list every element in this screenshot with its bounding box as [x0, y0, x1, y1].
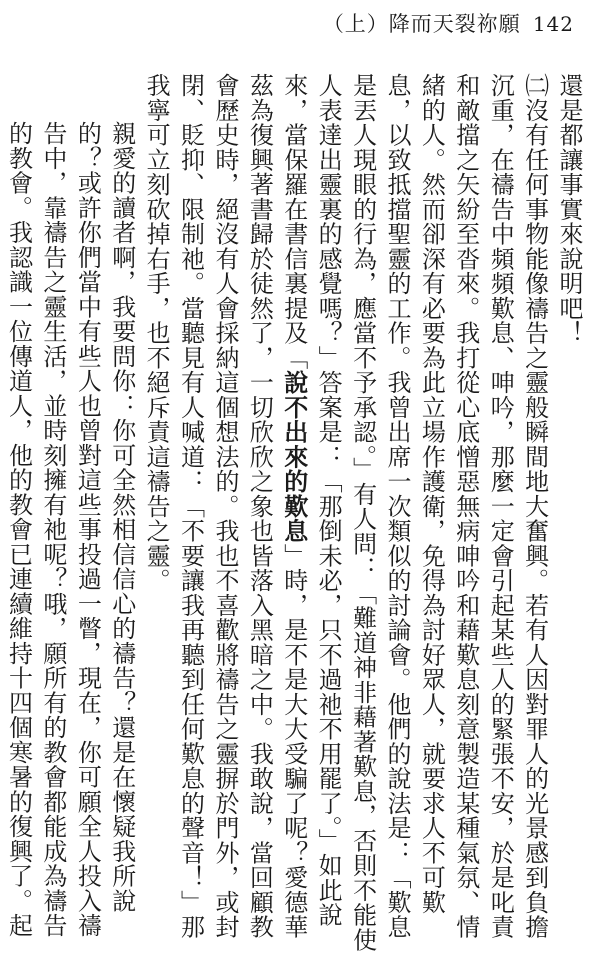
paragraph-3: [0, 73, 139, 959]
page-body: [4, 73, 586, 959]
page-number: 142: [532, 12, 574, 36]
paragraph-2: [139, 73, 552, 959]
paragraph-1: [552, 73, 586, 959]
paragraph-3-text: 親愛的讀者啊，我要問你：你可全然相信信心的禱告？還是在懷疑我所說的？或許你們當中有些人也曾對這些事投過一瞥，現在，你可願全人投入禱告中，靠禱告之靈生活，並時刻擁有祂呢？哦，願所有的教會都能成為禱告的教會。我認識一位傳道人，他的教會已連續維持十四個寒暑的復興了。起: [4, 121, 136, 938]
running-title: （上）降而天裂祢願: [322, 12, 521, 36]
paragraph-1-text: 還是都讓事實來說明吧！: [555, 73, 583, 346]
paragraph-2-text: ㈡沒有任何事物能像禱告之靈般瞬間地大奮興。若有人因對罪人的光景感到負擔沉重，在禱告中頻頻歎息、呻吟，那麼一定會引起某些人的緊張不安，於是叱責和敵擋之矢紛至沓來。我打從心底憎惡無病呻吟和藉歎息刻意製造某種氣氛、情緒的人。然而卻深有必要為此立場作護衛，免得為討好眾人，就要求人不可歎息，以致抵擋聖靈的工作。我曾出席一次類似的討論會。他們的說法是：「歎息是丟人現眼的行為，應當不予承認。」有人問：「難道神非藉著歎息，否則不能使人表達出靈裏的感覺嗎？」答案是：「那倒未必，只不過祂不用罷了。」如此說來，當保羅在書信裏提及「: [279, 73, 549, 952]
running-header: [323, 8, 574, 38]
paragraph-2-emphasis: 說不出來的歎息: [279, 370, 309, 544]
paragraph-2-text-cont: 」時，是不是大大受騙了呢？愛德華茲為復興著書歸於徒然了，一切欣欣之象也皆落入黑暗之中。我敢說，當回顧教會歷史時，絕沒有人會採納這個想法的。我也不喜歡將禱告之靈摒於門外，或封閉、貶抑、限制祂。當聽見有人喊道：「不要讓我再聽到任何歎息的聲音！」那我寧可立刻砍掉右手，也不絕斥責這禱告之靈。: [142, 73, 308, 940]
